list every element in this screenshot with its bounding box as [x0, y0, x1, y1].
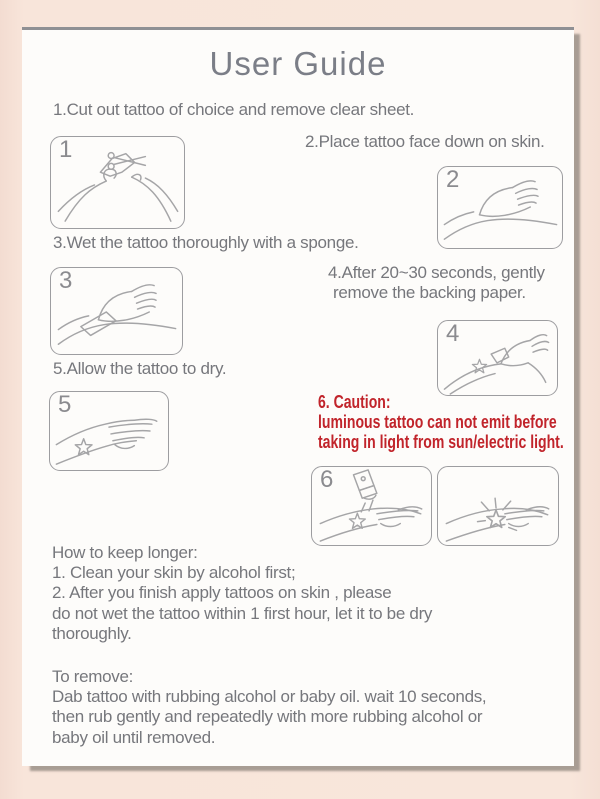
step6-figure-charge: [311, 466, 432, 546]
pressing-hand-icon: [480, 181, 539, 216]
to-remove-line3: baby oil until removed.: [52, 727, 216, 747]
to-remove-heading: To remove:: [52, 667, 134, 686]
step2-label: 2.Place tattoo face down on skin.: [305, 132, 545, 151]
step4-label-line1: 4.After 20~30 seconds, gently: [328, 263, 545, 282]
step4-figure: [437, 320, 558, 396]
caution-line2: taking in light from sun/electric light.: [318, 432, 564, 452]
step5-figure-number: 5: [58, 391, 72, 418]
right-hand-icon: [132, 174, 178, 221]
keep-longer-line3: do not wet the tattoo within 1 first hour, let it to be dry: [52, 603, 433, 623]
step3-figure: [50, 267, 183, 355]
hand-with-tattoo-icon: [320, 507, 421, 541]
keep-longer-line4: thoroughly.: [52, 623, 132, 643]
tattoo-paper-icon: [100, 154, 134, 177]
peeling-hand-icon: [501, 335, 549, 383]
page-title: User Guide: [209, 45, 387, 82]
to-remove-line2: then rub gently and repeatedly with more rubbing alcohol or: [52, 707, 483, 727]
step4-figure-number: 4: [446, 320, 460, 347]
keep-longer-line2: 2. After you finish apply tattoos on skin , please: [52, 583, 392, 603]
step6-figure-number: 6: [320, 466, 334, 493]
wiping-hand-icon: [98, 285, 156, 321]
step6-figure-glow: [437, 466, 559, 546]
instruction-sheet: [22, 27, 574, 766]
step1-figure-number: 1: [59, 136, 73, 163]
keep-longer-section: [52, 543, 432, 644]
step1-figure: [50, 136, 185, 229]
sponge-icon: [81, 312, 116, 335]
flashlight-icon: [353, 470, 376, 512]
keep-longer-heading: How to keep longer:: [52, 543, 198, 562]
step3-label: 3.Wet the tattoo thoroughly with a sponge.: [53, 233, 359, 252]
backing-paper-icon: [491, 348, 509, 363]
step5-figure: [49, 391, 169, 471]
step4-label-line2: remove the backing paper.: [333, 283, 526, 302]
star-tattoo-icon: [349, 513, 365, 528]
to-remove-line1: Dab tattoo with rubbing alcohol or baby oil. wait 10 seconds,: [52, 687, 487, 707]
glowing-tattoo-illustration: [438, 467, 558, 545]
step1-label: 1.Cut out tattoo of choice and remove clear sheet.: [53, 100, 415, 119]
keep-longer-line1: 1. Clean your skin by alcohol first;: [52, 563, 296, 583]
hand-with-tattoo-icon: [56, 419, 156, 464]
forearm-icon: [58, 316, 175, 344]
step2-figure-number: 2: [446, 166, 460, 193]
forearm-icon: [444, 364, 500, 394]
caution-heading: 6. Caution:: [318, 392, 391, 412]
step2-figure: [437, 166, 563, 249]
step5-label: 5.Allow the tattoo to dry.: [53, 359, 227, 378]
step3-figure-number: 3: [59, 267, 73, 294]
left-hand-icon: [58, 169, 116, 221]
caution-line1: luminous tattoo can not emit before: [318, 412, 557, 432]
to-remove-section: [52, 667, 486, 748]
